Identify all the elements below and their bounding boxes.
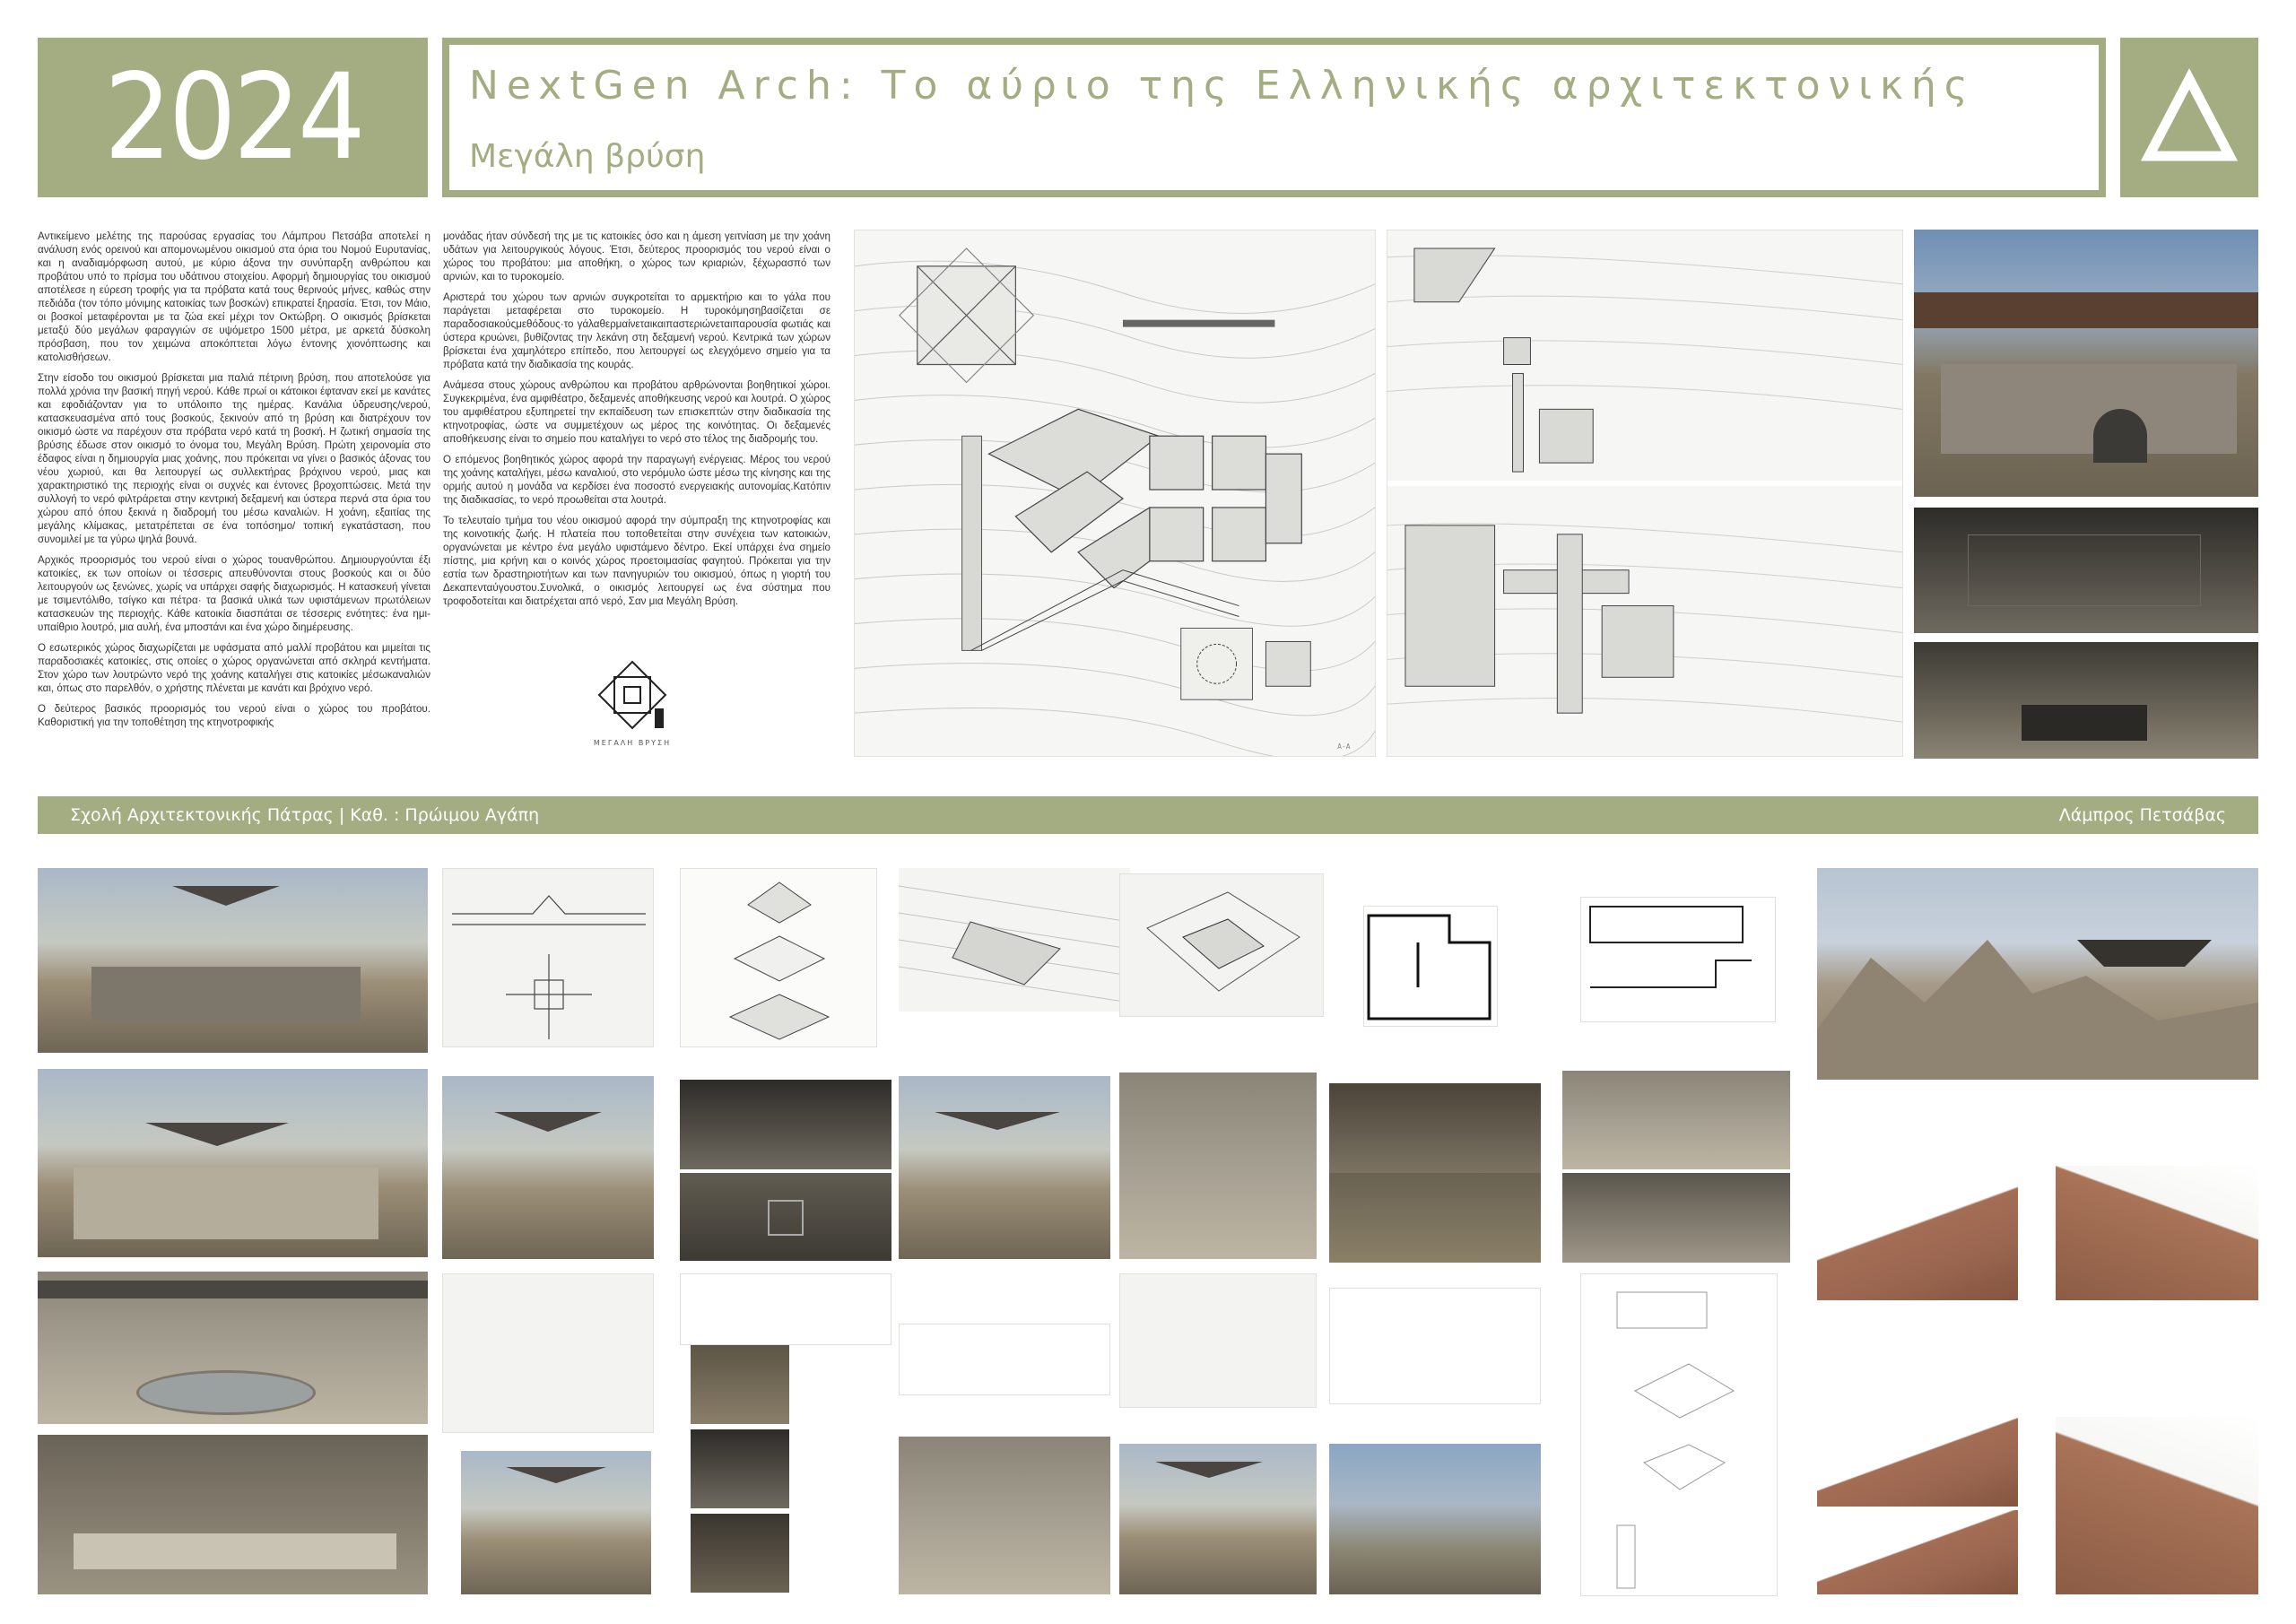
model-view-4 bbox=[2056, 1417, 2258, 1594]
render-stair bbox=[691, 1345, 789, 1424]
year-block bbox=[38, 38, 428, 197]
render-mountain-view bbox=[1817, 868, 2258, 1080]
render-bedroom-1 bbox=[1329, 1083, 1541, 1173]
render-final-1 bbox=[461, 1451, 651, 1594]
render-water-tank bbox=[1562, 1173, 1790, 1263]
paragraph: Το τελευταίο τμήμα του νέου οικισμού αφορά την σύμπραξη της κτηνοτροφίας και της κοινοτικής ζωής. Η πλατεία που τοποθετείται στην συνέχεια των κατοικιών, οργανώνεται με κέντρο ένα μεγάλο υφιστάμενο δέντρο. Εκεί υπάρχει ένα σημείο πίστης, μια κρήνη και ο κοινός χώρος προετοιμασίας φαγητού. Πρόκειται για την εστία των δραστηριοτήτων και των πανηγυριών του οικισμού, όπως η γιορτή του Δεκαπενταύγουστου.Συνολικά, ο οικισμός λειτουργεί ως ένα σύστημα που τροφοδοτείται και διατρέχεται από νερό, Σαν μια Μεγάλη Βρύση. bbox=[443, 515, 831, 607]
render-pavilion bbox=[1914, 230, 2258, 497]
render-funnel-exterior bbox=[442, 1076, 654, 1259]
house-plan bbox=[1363, 906, 1498, 1027]
delta-triangle-icon bbox=[2140, 68, 2239, 167]
render-house-interior bbox=[1119, 1073, 1317, 1259]
svg-text:Α-Α: Α-Α bbox=[1337, 743, 1351, 751]
axonometric-house bbox=[1119, 873, 1324, 1017]
section-drawings-svg bbox=[1387, 230, 1902, 756]
settlement-logo bbox=[592, 655, 673, 753]
site-plan-drawing bbox=[855, 230, 1375, 756]
section-plan-cross bbox=[442, 868, 654, 1047]
paragraph: Στην είσοδο του οικισμού βρίσκεται μια παλιά πέτρινη βρύση, που αποτελούσε για πολλά χρόνια την βασική πηγή νερού. Κάθε πρωί οι κάτοικοι έφταναν εκεί με κανάτες και εφοδιάζονταν για το υπόλοιπο της ημέρας. Κανάλια ύδρευσης/νερού, κατασκευασμένα από τους βοσκούς, ξεκινούν από τη βρύση και διατρέχουν τον οικισμό ώστε να παρέχουν στα πρόβατα νερό κατά τη βοσκή. Η ζωτική σημασία της βρύσης έδωσε στον οικισμό το όνομα του, Μεγάλη Βρύση. Πρώτη χειρονομία στο έδαφος είναι η δημιουργία μιας χοάνης, που πρόκειται να γίνει ο βασικός άξονας του νέου χωριού, και θα λειτουργεί ως συλλεκτήρας βρόχινου νερού, μιας και χαρακτηριστικό της περιοχής είναι οι συχνές και έντονες βροχοπτώσεις. Μετά την συλλογή το νερό φιλτράρεται στην κεντρική δεξαμενή και ύστερα περνά στα όρια του χώρου από όπου ξεκινά η διαδρομή του μέσω καναλιών. Η χοάνη, εξαιτίας της μεγάλης κλίμακας, μετατρέπεται σε ένα τοπόσημο/ τοπική εγκατάσταση, που συνομιλεί με τα γύρω ψηλά βουνά. bbox=[38, 372, 430, 545]
section-cut-2 bbox=[899, 1324, 1110, 1395]
model-view-1 bbox=[1817, 1166, 2018, 1300]
render-final-2 bbox=[1119, 1444, 1317, 1594]
render-funnel-interior bbox=[680, 1080, 891, 1169]
section-cut-3 bbox=[1329, 1288, 1541, 1404]
year-label: 2024 bbox=[103, 48, 362, 187]
settlement-logo-icon bbox=[592, 655, 673, 735]
model-view-5 bbox=[1817, 1510, 2018, 1594]
render-final-3 bbox=[1329, 1444, 1541, 1594]
paragraph: μονάδας ήταν σύνδεσή της με τις κατοικίες όσο και η άμεση γειτνίαση με την χοάνη υδάτων για λειτουργικούς λόγους. Έτσι, δεύτερος προορισμός του νερού είναι ο χώρος του προβάτου: μια αποθήκη, ο χώρος των κριαριών, ξέχωρασπό των αρνιών, και το τυροκομείο. bbox=[443, 230, 831, 282]
render-funnel-top bbox=[680, 1173, 891, 1261]
paragraph: Ο δεύτερος βασικός προορισμός του νερού είναι ο χώρος του προβάτου. Καθοριστική για την τοποθέτηση της κτηνοτροφικής bbox=[38, 703, 430, 728]
logo-block bbox=[2120, 38, 2258, 197]
text-column-1 bbox=[38, 230, 430, 736]
render-cave-1 bbox=[691, 1429, 789, 1508]
render-milking-room bbox=[1562, 1071, 1790, 1169]
paragraph: Αρχικός προορισμός του νερού είναι ο χώρος τουανθρώπου. Δημιουργούνται έξι κατοικίες, εκ των οποίων οι τέσσερις απευθύνονται στους βοσκούς και οι δύο λειτουργούν ως ξενώνες, χωρίς να υπάρχει σαφής διαχωρισμός. Η κατασκευή γίνεται με τσιμεντόλιθο, τσίγκο και πέτρα· τα βασικά υλικά των υφιστάμενων πρωτόλειων κατασκευών της περιοχής. Κάθε κατοικία διασπάται σε τέσσερις ενότητες: ένα ημι-υπαίθριο λουτρό, μια αυλή, ένα μποστάνι και ένα χώρο διημέρευσης. bbox=[38, 554, 430, 633]
render-bedroom-2 bbox=[1329, 1173, 1541, 1263]
paragraph: Ο επόμενος βοηθητικός χώρος αφορά την παραγωγή ενέργειας. Μέρος του νερού της χοάνης καταλήγει, μέσω καναλιού, στο νερόμυλο ώστε μέσω της κίνησης και της ορμής αυτού η μονάδα να κερδίσει ένα ποσοστό ενεργειακής αυτονομίας.Κατόπιν της διαδικασίας, το νερό προωθείται στα λουτρά. bbox=[443, 454, 831, 506]
section-drawings bbox=[1387, 230, 1903, 757]
axonometric-site-1 bbox=[899, 868, 1130, 1012]
render-dining bbox=[899, 1437, 1110, 1594]
render-cheese-room bbox=[38, 1435, 428, 1594]
render-settlement-2 bbox=[38, 1069, 428, 1257]
footer-band bbox=[38, 796, 2258, 834]
paragraph: Ανάμεσα στους χώρους ανθρώπου και προβάτου αρθρώνονται βοηθητικοί χώροι. Συγκεκριμένα, ένα αμφιθέατρο, δεξαμενές αποθήκευσης νερού και λουτρά. Ο χώρος του αμφιθέατρου εξυπηρετεί την εκπαίδευση των επισκεπτών στην διαδικασία της κτηνοτροφίας, ώστε να συμμετέχουν ως μέρος της κοινότητας. Οι δεξαμενές αποθήκευσης είναι το σημείο που καταλήγει το νερό στο τέλος της διαδρομής του. bbox=[443, 379, 831, 445]
author-name: Λάμπρος Πετσάβας bbox=[2058, 805, 2226, 825]
detail-drawings bbox=[1580, 1273, 1778, 1596]
page-title: NextGen Arch: Το αύριο της Ελληνικής αρχιτεκτονικής bbox=[469, 63, 1976, 109]
render-cave-2 bbox=[691, 1514, 789, 1593]
axonometric-funnel bbox=[442, 1273, 654, 1433]
title-frame bbox=[442, 38, 2106, 197]
house-sections bbox=[1580, 897, 1776, 1022]
site-plan bbox=[854, 230, 1376, 757]
render-houses bbox=[899, 1076, 1110, 1259]
render-settlement-1 bbox=[38, 868, 428, 1053]
render-interior-2 bbox=[1914, 642, 2258, 759]
model-view-2 bbox=[2056, 1166, 2258, 1300]
text-column-2 bbox=[443, 230, 831, 615]
render-courtyard bbox=[38, 1272, 428, 1424]
page-subtitle: Μεγάλη βρύση bbox=[469, 138, 706, 175]
render-interior-1 bbox=[1914, 508, 2258, 633]
model-view-3 bbox=[1817, 1417, 2018, 1507]
settlement-logo-caption: ΜΕΓΑΛΗ ΒΡΥΣΗ bbox=[593, 739, 672, 747]
paragraph: Αριστερά του χώρου των αρνιών συγκροτείται το αρμεκτήριο και το γάλα που παράγεται μεταφέρεται στο τυροκομείο. Η τυροκόμησηβασίζεται σε παραδοσιακούςμεθόδους·το γάλαθερμαίνεταικαιπαστεριώνεταιπαρουσία φωτιάς και ύστερα κρυώνει, βυθίζοντας την λεκάνη στη δεξαμενή νερού. Κεντρικά των χώρων βρίσκεται ένα χαμηλότερο επίπεδο, που λειτουργεί ως ελεγχόμενο σημείο για τα πρόβατα κατά την διαδικασία της κουράς. bbox=[443, 291, 831, 370]
title-box bbox=[449, 45, 2099, 190]
paragraph: Αντικείμενο μελέτης της παρούσας εργασίας του Λάμπρου Πετσάβα αποτελεί η ανάλυση ενός ορεινού και απομονωμένου οικισμού στα όρια του Νομού Ευρυτανίας, και η αναδιαμόρφωση αυτού, με κύριο άξονα την συνύπαρξη ανθρώπου και προβάτου υπό το πρίσμα του υδάτινου στοιχείου. Αφορμή δημιουργίας του οικισμού αποτέλεσε η εύρεση τροφής για τα πρόβατα κατά τους θερινούς μήνες, καθώς στην πεδιάδα (τον τόπο μόνιμης κατοικίας των βοσκών) επικρατεί ξηρασία. Έτσι, τον Μάιο, οι βοσκοί μεταφέρονται με τα ζώα εκεί μέχρι τον Οκτώβρη. Ο οικισμός βρίσκεται μεταξύ δύο μεγάλων φαραγγιών σε υψόμετρο 1500 μέτρα, με αρκετά δύσκολη πρόσβαση, που τον χειμώνα αποκόπτεται λόγω έντονης χιονόπτωσης και κατολισθήσεων. bbox=[38, 230, 430, 363]
section-cut-1 bbox=[680, 1273, 891, 1345]
exploded-axonometric bbox=[680, 868, 877, 1047]
paragraph: Ο εσωτερικός χώρος διαχωρίζεται με υφάσματα από μαλλί προβάτου και μιμείται τις παραδοσιακές κατοικίες, στις οποίες ο χώρος οργανώνεται από σκληρά κεντήματα. Στον χώρο των λουτρώντο νερό της χοάνης καταλήγει στις κατοικίες μέσωκαναλιών και, όπως στο παρελθόν, ο χρήστης πλένεται με κανάτι και βρόχινο νερό. bbox=[38, 642, 430, 694]
axonometric-house-2 bbox=[1119, 1273, 1317, 1408]
school-credit: Σχολή Αρχιτεκτονικής Πάτρας | Καθ. : Πρώιμου Αγάπη bbox=[70, 805, 540, 825]
